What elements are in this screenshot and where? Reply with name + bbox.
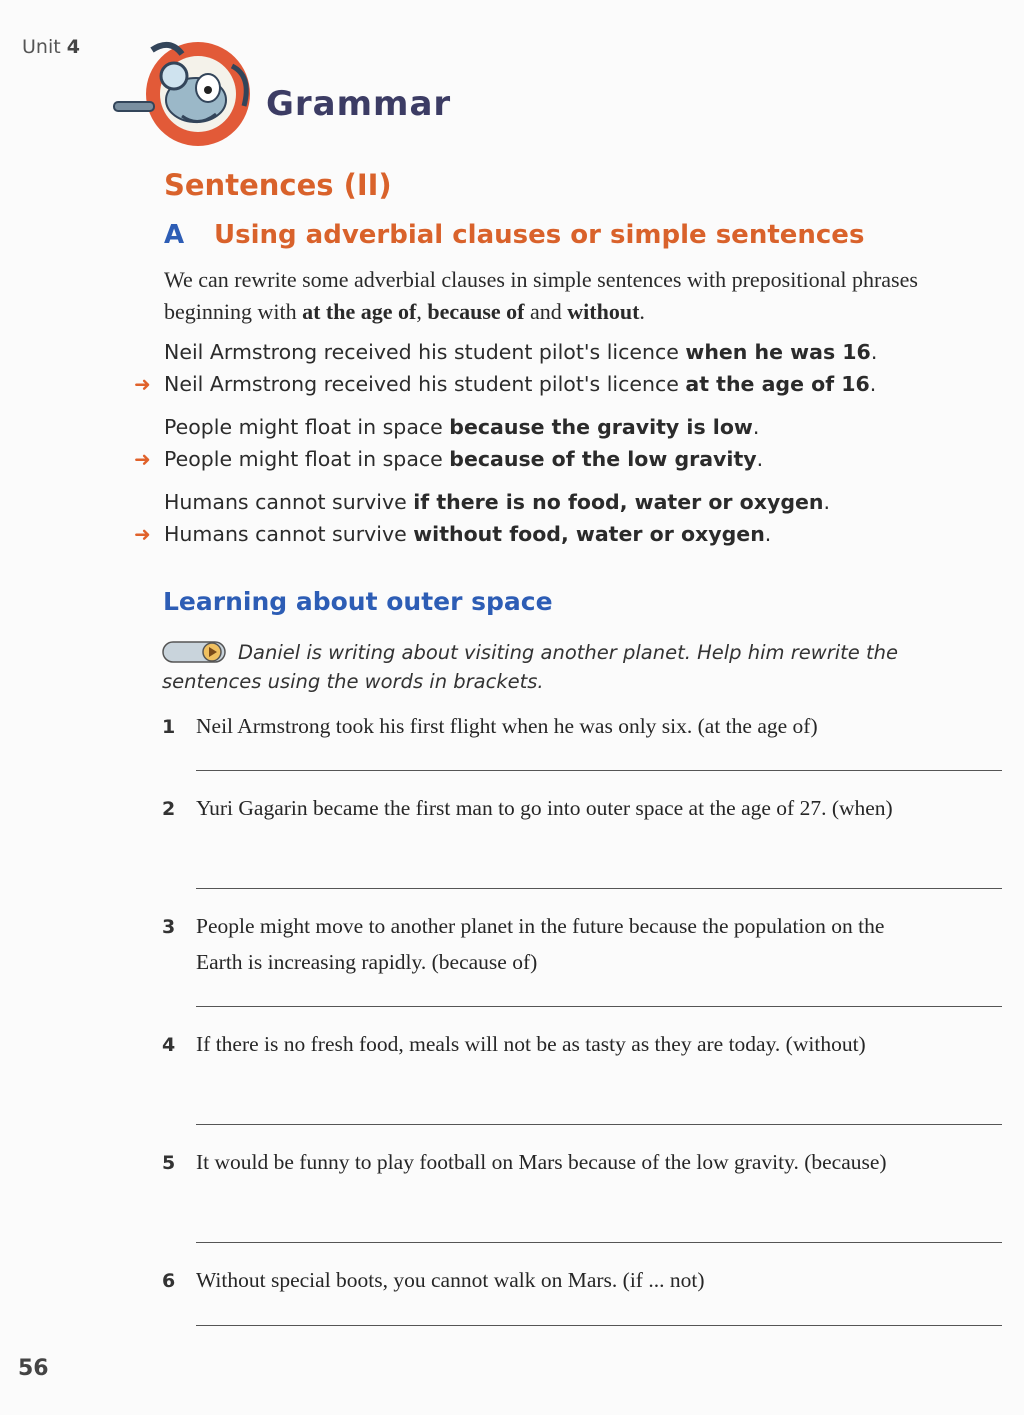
question-number: 4	[162, 1034, 176, 1056]
question-text: If there is no fresh food, meals will not be as tasty as they are today. (without)	[196, 1032, 866, 1056]
question-number: 6	[162, 1270, 176, 1292]
question-text: Neil Armstrong took his first flight when he was only six. (at the age of)	[196, 714, 818, 738]
lesson-title: Sentences (II)	[164, 168, 392, 202]
question-text: Yuri Gagarin became the first man to go into outer space at the age of 27. (when)	[196, 796, 893, 820]
question-text: It would be funny to play football on Mars because of the low gravity. (because)	[196, 1150, 887, 1174]
question-number: 5	[162, 1152, 176, 1174]
intro-term: because of	[427, 299, 525, 324]
question-number: 2	[162, 798, 176, 820]
unit-label	[22, 36, 80, 58]
answer-line[interactable]	[196, 1325, 1002, 1326]
answer-line[interactable]	[196, 1124, 1002, 1125]
magnifier-mascot-icon	[112, 36, 260, 148]
activity-title: Learning about outer space	[163, 587, 553, 616]
example-sentence: People might float in space because of the low gravity.	[164, 447, 764, 471]
page-number: 56	[18, 1356, 49, 1381]
activity-instruction: Daniel is writing about visiting another planet. Help him rewrite the sentences using the words in brackets.	[162, 641, 898, 693]
intro-paragraph: We can rewrite some adverbial clauses in simple sentences with prepositional phrases beginning with at the age of, because of and without.	[164, 267, 918, 324]
question-text: Without special boots, you cannot walk on Mars. (if ... not)	[196, 1268, 705, 1292]
example-sentence: People might float in space because the gravity is low.	[164, 415, 760, 439]
answer-line[interactable]	[196, 1242, 1002, 1243]
example-sentence: Humans cannot survive if there is no food, water or oxygen.	[164, 490, 831, 514]
answer-line[interactable]	[196, 1006, 1002, 1007]
unit-word: Unit	[22, 36, 61, 58]
intro-term: without	[567, 299, 640, 324]
question-number: 3	[162, 916, 176, 938]
arrow-icon: ➜	[134, 522, 151, 546]
unit-number: 4	[66, 36, 80, 58]
subsection-letter: A	[164, 220, 185, 250]
arrow-icon: ➜	[134, 372, 151, 396]
intro-term: at the age of	[302, 299, 417, 324]
answer-line[interactable]	[196, 888, 1002, 889]
example-sentence: Neil Armstrong received his student pilot's licence when he was 16.	[164, 340, 878, 364]
question-text: People might move to another planet in the future because the population on the Earth is increasing rapidly. (because of)	[196, 914, 885, 974]
grammar-heading: Grammar	[266, 84, 452, 124]
answer-line[interactable]	[196, 770, 1002, 771]
question-number: 1	[162, 716, 176, 738]
example-sentence: Neil Armstrong received his student pilot's licence at the age of 16.	[164, 372, 877, 396]
arrow-icon: ➜	[134, 447, 151, 471]
example-sentence: Humans cannot survive without food, water or oxygen.	[164, 522, 772, 546]
subsection-title: Using adverbial clauses or simple sentences	[214, 220, 865, 250]
